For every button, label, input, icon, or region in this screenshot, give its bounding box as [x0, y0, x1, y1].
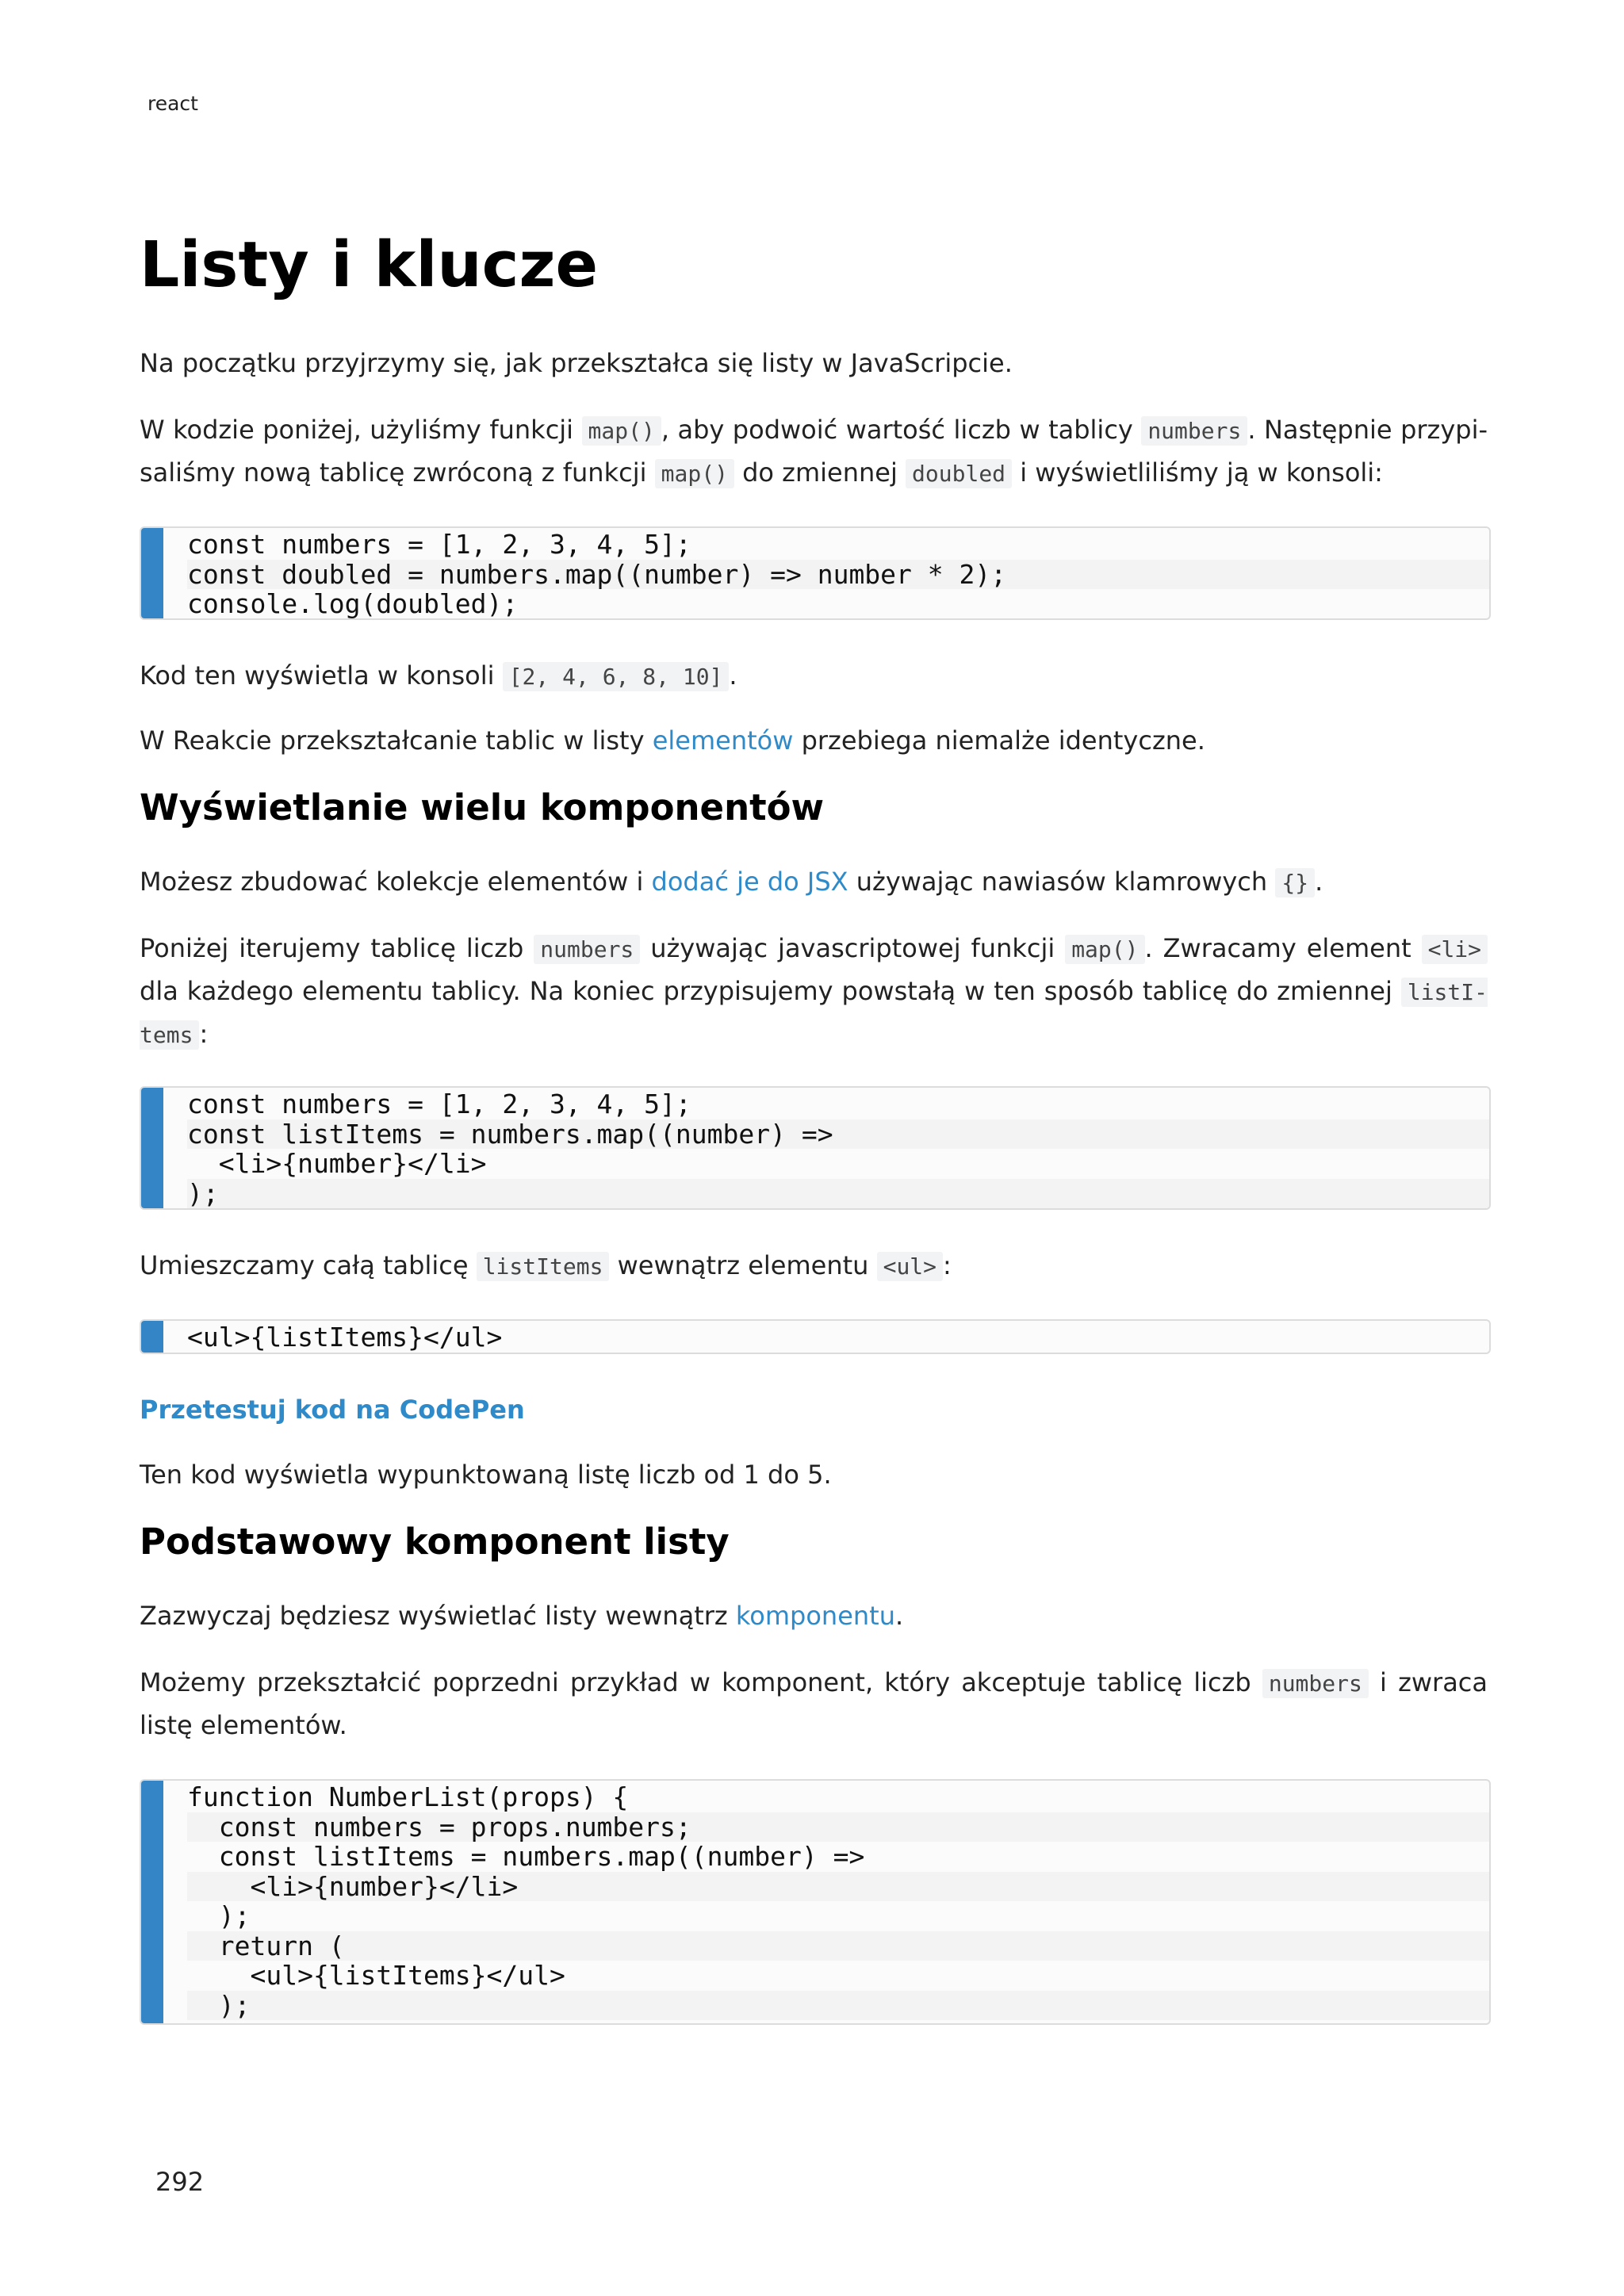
running-head: react	[147, 92, 198, 115]
text: Możesz zbudować kolekcje elementów i	[140, 867, 652, 897]
page-title: Listy i klucze	[140, 228, 599, 301]
code-line: const listItems = numbers.map((number) =>	[187, 1119, 1489, 1150]
text: przebiega niemalże identyczne.	[793, 725, 1205, 756]
code-line: <li>{number}</li>	[187, 1872, 1489, 1902]
text: Zazwyczaj będziesz wyświetlać listy wewnątrz	[140, 1601, 736, 1631]
text: używając nawiasów klamrowych	[848, 867, 1276, 897]
codepen-link-paragraph	[140, 1389, 1488, 1430]
code-block-accent-bar	[141, 528, 163, 618]
text: Kod ten wyświetla w konsoli	[140, 660, 503, 691]
inline-code: map()	[655, 459, 734, 488]
inline-code: listI-tems	[140, 979, 1488, 1048]
code-block-ul	[140, 1319, 1491, 1354]
text: W kodzie poniżej, użyliśmy funkcji	[140, 415, 582, 445]
intro-paragraph-1: Na początku przyjrzymy się, jak przekształca się listy w JavaScripcie.	[140, 348, 1013, 378]
section1-paragraph-4: Ten kod wyświetla wypunktowaną listę liczb od 1 do 5.	[140, 1460, 832, 1490]
section1-paragraph-3	[140, 1245, 1488, 1288]
inline-code: numbers	[1262, 1669, 1369, 1698]
text: .	[1315, 867, 1323, 897]
code-line: console.log(doubled);	[187, 588, 519, 619]
text: używając javascriptowej funkcji	[640, 933, 1066, 963]
inline-code: map()	[582, 416, 661, 446]
text: W Reakcie przekształcanie tablic w listy	[140, 725, 653, 756]
code-block-numberlist	[140, 1779, 1491, 2025]
link-komponentu[interactable]: komponentu	[735, 1601, 895, 1631]
link-elementow[interactable]: elementów	[652, 725, 794, 756]
section2-paragraph-1	[140, 1595, 1488, 1636]
code-block-doubled	[140, 526, 1491, 620]
text: i zwraca listę elementów.	[140, 1667, 1488, 1740]
code-line: const numbers = [1, 2, 3, 4, 5];	[187, 529, 691, 560]
codepen-link[interactable]: Przetestuj kod na CodePen	[140, 1395, 525, 1425]
text: :	[199, 1019, 209, 1049]
code-line: );	[187, 1900, 251, 1931]
text: i wyświetliliśmy ją w konsoli:	[1012, 457, 1383, 488]
code-line: function NumberList(props) {	[187, 1781, 629, 1812]
section2-paragraph-2	[140, 1662, 1488, 1746]
section-heading-basic-list-component: Podstawowy komponent listy	[140, 1521, 730, 1563]
text: .	[729, 660, 737, 691]
inline-code: <ul>	[877, 1252, 943, 1281]
text: Umieszczamy całą tablicę	[140, 1250, 477, 1280]
text: dla każdego elementu tablicy. Na koniec przypisujemy powstałą w ten sposób tablicę do zmiennej	[140, 976, 1401, 1006]
intro-paragraph-4	[140, 720, 1488, 761]
text: .	[894, 1601, 904, 1631]
text: Poniżej iterujemy tablicę liczb	[140, 933, 534, 963]
link-jsx[interactable]: dodać je do JSX	[651, 867, 848, 897]
text: Możemy przekształcić poprzedni przykład w komponent, który akceptuje tablicę liczb	[140, 1667, 1262, 1697]
section1-paragraph-2	[140, 928, 1488, 1056]
code-line: const listItems = numbers.map((number) =>	[187, 1841, 865, 1872]
code-block-listitems	[140, 1086, 1491, 1210]
intro-paragraph-2	[140, 409, 1488, 495]
inline-code: numbers	[1141, 416, 1247, 446]
code-line: const doubled = numbers.map((number) => number * 2);	[187, 560, 1489, 590]
code-line: const numbers = [1, 2, 3, 4, 5];	[187, 1089, 691, 1119]
code-block-accent-bar	[141, 1088, 163, 1208]
page-number: 292	[155, 2167, 205, 2197]
code-line: <ul>{listItems}</ul>	[187, 1322, 503, 1353]
text: . Zwracamy element	[1144, 933, 1422, 963]
text: wewnątrz elementu	[609, 1250, 877, 1280]
text: do zmiennej	[733, 457, 906, 488]
section1-paragraph-1	[140, 861, 1488, 904]
code-line: <ul>{listItems}</ul>	[187, 1960, 565, 1991]
inline-code: <li>	[1422, 935, 1488, 964]
inline-code: listItems	[477, 1252, 610, 1281]
code-line: );	[187, 1179, 1489, 1209]
inline-code: doubled	[906, 459, 1012, 488]
text: , aby podwoić wartość liczb w tablicy	[661, 415, 1142, 445]
section-heading-multiple-components: Wyświetlanie wielu komponentów	[140, 786, 825, 828]
inline-code: [2, 4, 6, 8, 10]	[503, 662, 730, 691]
code-line: return (	[187, 1931, 1489, 1961]
code-line: const numbers = props.numbers;	[187, 1812, 1489, 1843]
code-line: );	[187, 1991, 1489, 2021]
text: :	[943, 1250, 952, 1280]
inline-code: numbers	[534, 935, 640, 964]
code-block-accent-bar	[141, 1781, 163, 2023]
code-line: <li>{number}</li>	[187, 1148, 487, 1179]
intro-paragraph-3	[140, 655, 1488, 698]
inline-code: {}	[1275, 868, 1315, 897]
text: . Następnie przypi-saliśmy nową tablicę zwróconą z funkcji	[140, 415, 1488, 488]
code-block-accent-bar	[141, 1321, 163, 1353]
inline-code: map()	[1065, 935, 1144, 964]
